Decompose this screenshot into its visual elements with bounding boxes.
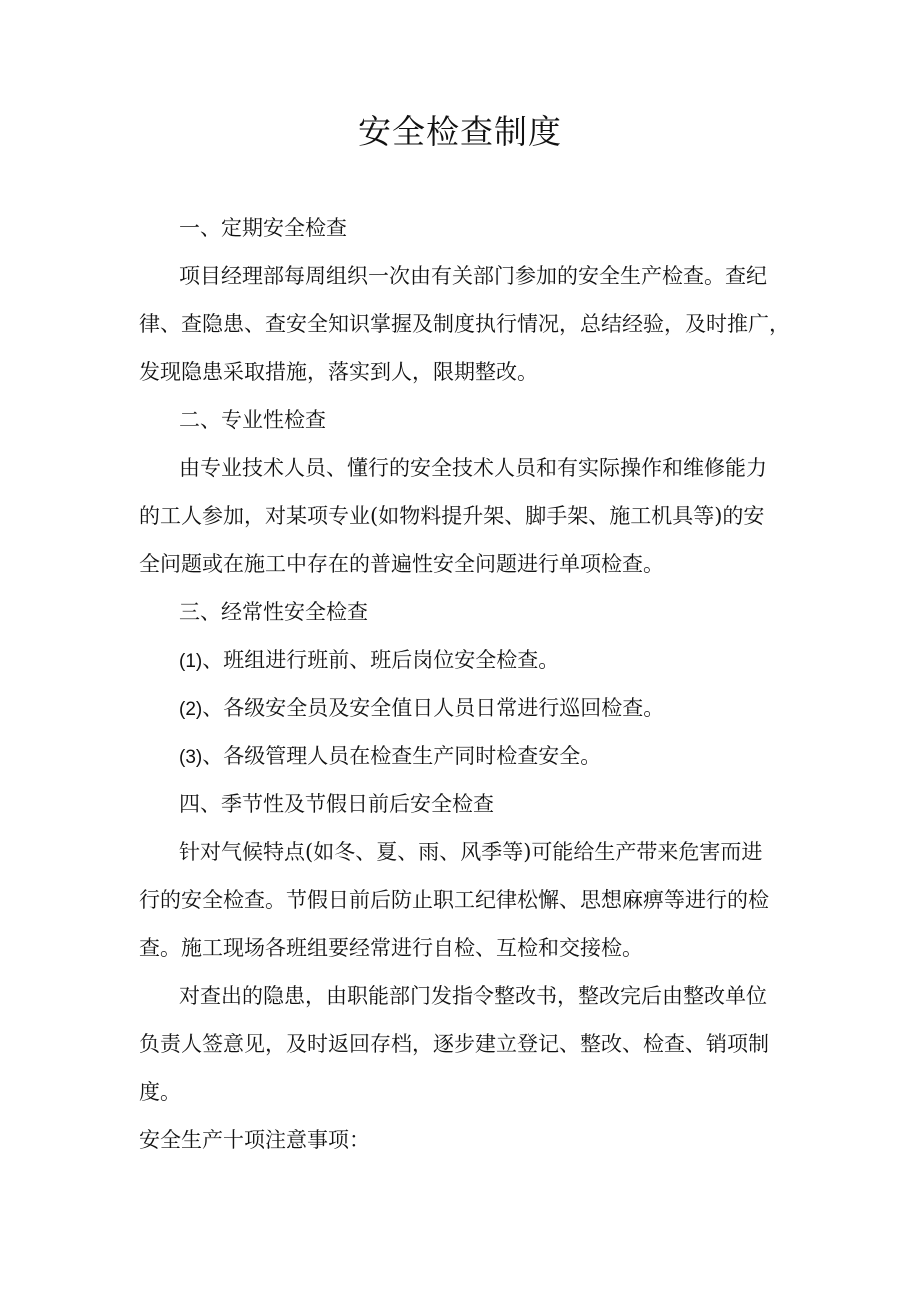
section-heading-periodic: 一、定期安全检查 — [179, 216, 347, 240]
paragraph-line: 查。施工现场各班组要经常进行自检、互检和交接检。 — [139, 936, 643, 960]
list-item — [139, 732, 785, 780]
section-heading-regular: 三、经常性安全检查 — [179, 600, 368, 624]
paragraph-line: 由专业技术人员、懂行的安全技术人员和有实际操作和维修能力 — [179, 456, 767, 480]
list-item-text: 、各级安全员及安全值日人员日常进行巡回检查。 — [202, 696, 665, 720]
paragraph-line: 对查出的隐患，由职能部门发指令整改书，整改完后由整改单位 — [179, 984, 767, 1008]
paragraph-line: 负责人签意见，及时返回存档，逐步建立登记、整改、检查、销项制 — [139, 1032, 769, 1056]
paragraph-line: 行的安全检查。节假日前后防止职工纪律松懈、思想麻痹等进行的检 — [139, 888, 769, 912]
list-item-number: (2) — [179, 699, 203, 720]
paragraph-line: 度。 — [139, 1080, 181, 1104]
list-item-number: (1) — [179, 651, 203, 672]
list-item — [139, 636, 785, 684]
section-heading-ten-precautions: 安全生产十项注意事项： — [139, 1128, 370, 1152]
page-title: 安全检查制度 — [358, 112, 562, 151]
list-item-text: 、各级管理人员在检查生产同时检查安全。 — [202, 744, 602, 768]
list-item — [139, 684, 785, 732]
section-heading-professional: 二、专业性检查 — [179, 408, 326, 432]
paragraph-line: 针对气候特点(如冬、夏、雨、风季等)可能给生产带来危害而进 — [179, 840, 763, 864]
paragraph-line: 发现隐患采取措施，落实到人，限期整改。 — [139, 360, 538, 384]
paragraph-line: 项目经理部每周组织一次由有关部门参加的安全生产检查。查纪 — [179, 264, 767, 288]
paragraph-line: 全问题或在施工中存在的普遍性安全问题进行单项检查。 — [139, 552, 664, 576]
paragraph-line: 的工人参加，对某项专业(如物料提升架、脚手架、施工机具等)的安 — [139, 504, 765, 528]
list-item-text: 、班组进行班前、班后岗位安全检查。 — [202, 648, 560, 672]
paragraph-line: 律、查隐患、查安全知识掌握及制度执行情况，总结经验，及时推广， — [139, 312, 790, 336]
document-body — [139, 204, 790, 1164]
section-heading-seasonal: 四、季节性及节假日前后安全检查 — [179, 792, 494, 816]
list-item-number: (3) — [179, 747, 203, 768]
